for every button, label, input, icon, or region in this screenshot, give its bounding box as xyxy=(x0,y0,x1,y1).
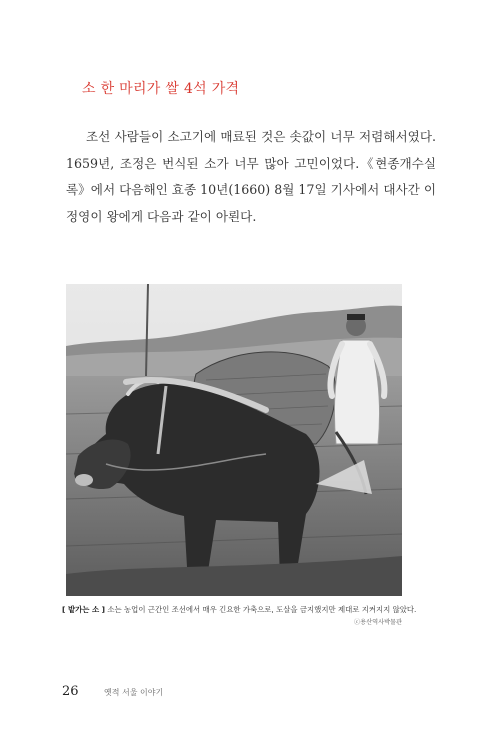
section-heading: 소 한 마리가 쌀 4석 가격 xyxy=(82,81,240,97)
body-text xyxy=(66,124,436,230)
caption-text: 소는 농업이 근간인 조선에서 매우 긴요한 가축으로, 도살을 금지했지만 제대로 지켜지지 않았다. xyxy=(107,605,417,614)
photo-credit: ⓒ용산역사박물관 xyxy=(353,619,402,626)
page-number: 26 xyxy=(62,684,79,699)
running-title: 옛적 서울 이야기 xyxy=(104,688,164,697)
caption-tag: [ 밭가는 소 ] xyxy=(62,605,106,614)
ox-plowing-photo xyxy=(66,284,402,596)
body-paragraph: 조선 사람들이 소고기에 매료된 것은 솟값이 너무 저렴해서였다. 1659년, 조정은 번식된 소가 너무 많아 고민이었다.《현종개수실록》에서 다음해인 효종 10년(1660) 8월 17일 기사에서 대사간 이정영이 왕에게 다음과 같이 아뢴다. xyxy=(66,129,436,224)
figure-caption xyxy=(62,604,417,615)
